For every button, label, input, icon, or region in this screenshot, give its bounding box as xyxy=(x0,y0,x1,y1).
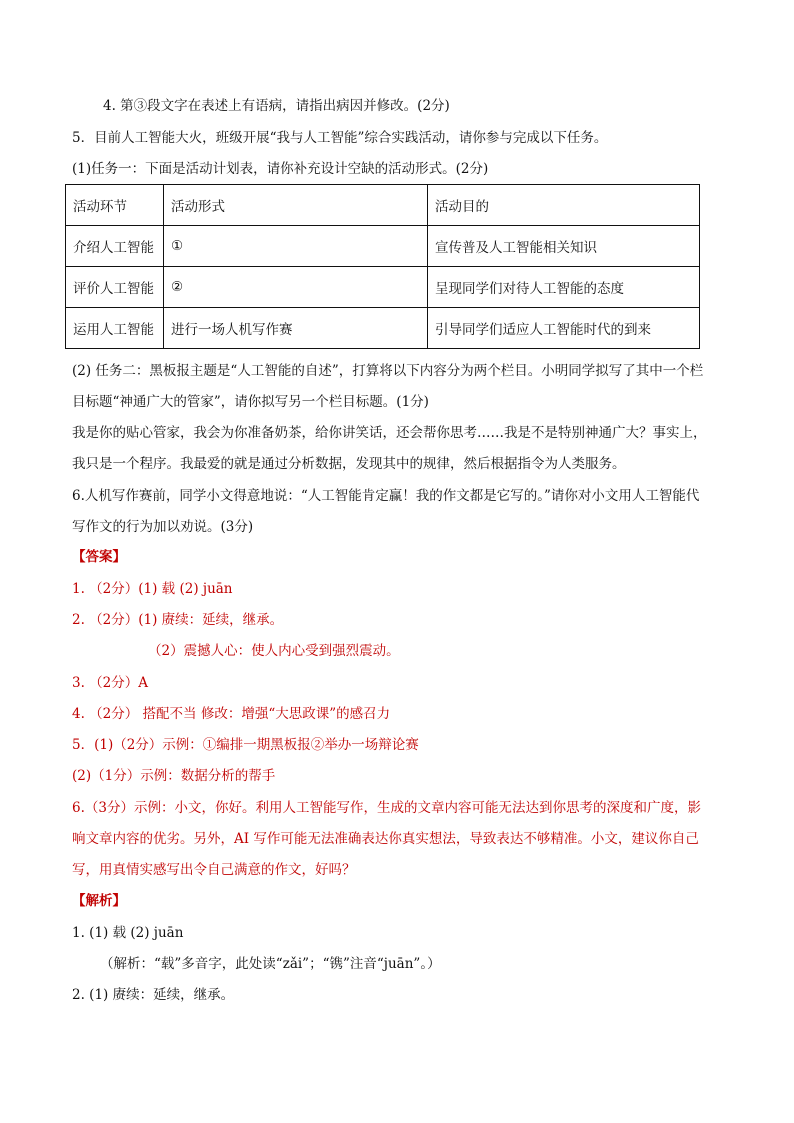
answer-2-part-2: （2）震撼人心：使人内心受到强烈震动。 xyxy=(148,643,400,659)
question-5-intro: 5．目前人工智能大火，班级开展“我与人工智能”综合实践活动，请你参与完成以下任务。 xyxy=(72,130,608,146)
table-cell: 介绍人工智能 xyxy=(66,226,164,267)
answer-5-part-1: 5．(1)（2分）示例：①编排一期黑板报②举办一场辩论赛 xyxy=(72,737,419,753)
question-4: 4. 第③段文字在表述上有语病，请指出病因并修改。(2分) xyxy=(103,98,450,114)
table-row xyxy=(66,308,700,349)
passage-line-1: 我是你的贴心管家，我会为你准备奶茶，给你讲笑话，还会帮你思考……我是不是特别神通广大？事实上， xyxy=(72,425,707,441)
table-cell: 运用人工智能 xyxy=(66,308,164,349)
table-header-cell: 活动目的 xyxy=(428,185,700,226)
answer-6-line-2: 响文章内容的优劣。另外，AI 写作可能无法准确表达你真实想法，导致表达不够精准。小文，建议你自己 xyxy=(72,831,699,847)
answer-1: 1. （2分）(1) 载 (2) juān xyxy=(72,581,233,597)
table-header-cell: 活动环节 xyxy=(66,185,164,226)
answers-heading: 【答案】 xyxy=(72,549,126,565)
analysis-1-note: （解析：“载”多音字，此处读“zǎi”；“镌”注音“juān”。） xyxy=(100,956,441,972)
answer-6-line-3: 写，用真情实感写出令自己满意的作文，好吗？ xyxy=(72,862,356,878)
question-6-line-2: 写作文的行为加以劝说。(3分) xyxy=(72,519,254,535)
answer-2-part-1: 2. （2分）(1) 赓续：延续，继承。 xyxy=(72,612,284,628)
table-cell: 评价人工智能 xyxy=(66,267,164,308)
table-header-row xyxy=(66,185,700,226)
table-row xyxy=(66,226,700,267)
answer-6-line-1: 6.（3分）示例：小文，你好。利用人工智能写作，生成的文章内容可能无法达到你思考的深度和广度，影 xyxy=(72,800,701,816)
table-cell: 引导同学们适应人工智能时代的到来 xyxy=(428,308,700,349)
analysis-1: 1. (1) 载 (2) juān xyxy=(72,925,184,941)
question-5-task-1: (1)任务一：下面是活动计划表，请你补充设计空缺的活动形式。(2分) xyxy=(72,161,489,177)
table-cell: 呈现同学们对待人工智能的态度 xyxy=(428,267,700,308)
analysis-2: 2. (1) 赓续：延续，继承。 xyxy=(72,987,235,1003)
table-cell: ② xyxy=(164,267,428,308)
table-cell: 进行一场人机写作赛 xyxy=(164,308,428,349)
table-cell: 宣传普及人工智能相关知识 xyxy=(428,226,700,267)
table-cell: ① xyxy=(164,226,428,267)
answer-5-part-2: (2)（1分）示例：数据分析的帮手 xyxy=(72,768,276,784)
activity-plan-table xyxy=(65,184,700,349)
analysis-heading: 【解析】 xyxy=(72,893,126,909)
question-5-task-2-line-1: (2) 任务二：黑板报主题是“人工智能的自述”，打算将以下内容分为两个栏目。小明同学拟写了其中一个栏 xyxy=(72,363,704,379)
question-6-line-1: 6.人机写作赛前，同学小文得意地说：“人工智能肯定赢！我的作文都是它写的。”请你对小文用人工智能代 xyxy=(72,488,700,504)
question-5-task-2-line-2: 目标题“神通广大的管家”，请你拟写另一个栏目标题。(1分) xyxy=(72,394,429,410)
table-header-cell: 活动形式 xyxy=(164,185,428,226)
answer-4: 4. （2分） 搭配不当 修改：增强“大思政课”的感召力 xyxy=(72,706,391,722)
answer-3: 3. （2分）A xyxy=(72,675,149,691)
table-row xyxy=(66,267,700,308)
passage-line-2: 我只是一个程序。我最爱的就是通过分析数据，发现其中的规律，然后根据指令为人类服务。 xyxy=(72,456,626,472)
